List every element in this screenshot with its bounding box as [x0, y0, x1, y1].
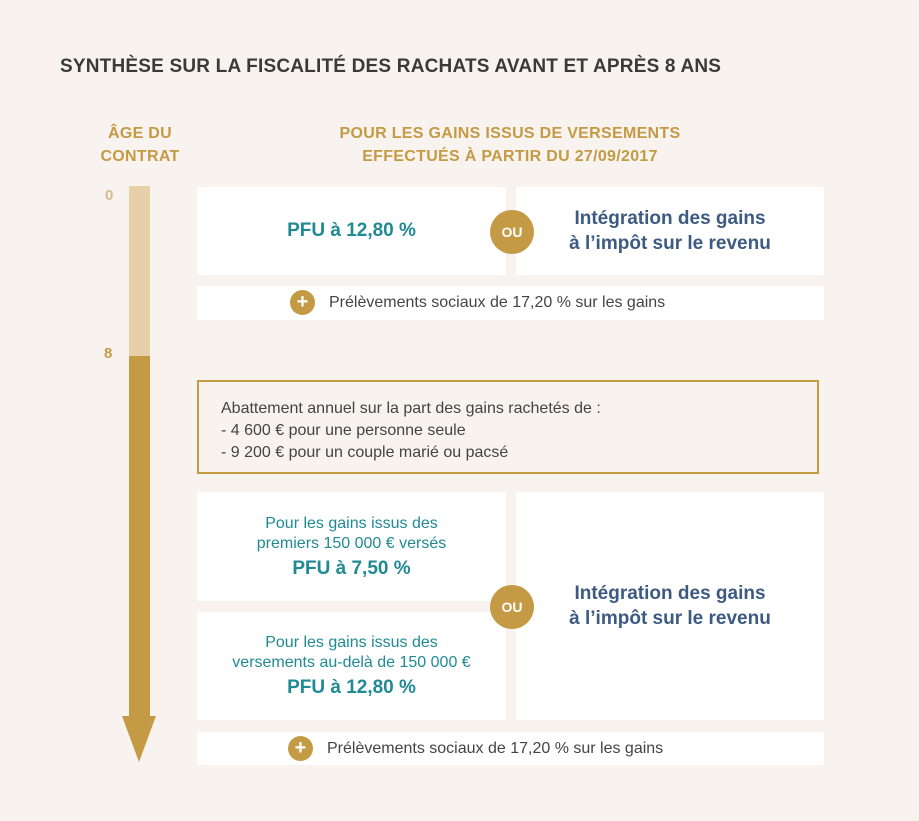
gains-column-header	[290, 122, 730, 168]
first-150k-line-1: Pour les gains issus des	[265, 514, 438, 532]
ou-badge-before8: OU	[490, 210, 534, 254]
timeline-arrow-icon	[122, 716, 156, 762]
integration-before8-box	[516, 187, 824, 275]
integration-before8-line-2: à l’impôt sur le revenu	[569, 233, 771, 254]
prelevements-after8-content	[288, 736, 663, 761]
prelevements-after8-row	[197, 732, 824, 765]
pfu-before8-label: PFU à 12,80 %	[287, 220, 416, 241]
abattement-line-2: - 4 600 € pour une personne seule	[221, 422, 466, 439]
abattement-box	[197, 380, 819, 474]
pfu-first-150k-label: PFU à 7,50 %	[292, 557, 411, 579]
timeline-before-8	[129, 186, 150, 356]
abattement-line-3: - 9 200 € pour un couple marié ou pacsé	[221, 444, 509, 461]
prelevements-before8-text: Prélèvements sociaux de 17,20 % sur les gains	[329, 293, 666, 311]
abattement-line-1: Abattement annuel sur la part des gains rachetés de :	[221, 400, 601, 417]
beyond-150k-line-2: versements au-delà de 150 000 €	[232, 654, 471, 671]
pfu-beyond-150k-label: PFU à 12,80 %	[287, 677, 416, 698]
age-marker-0: 0	[105, 187, 114, 204]
prelevements-after8-text: Prélèvements sociaux de 17,20 % sur les gains	[327, 739, 664, 757]
integration-after8-line-2: à l’impôt sur le revenu	[569, 608, 771, 629]
ou-badge-after8: OU	[490, 585, 534, 629]
plus-icon: +	[288, 736, 313, 761]
prelevements-before8-content	[290, 290, 665, 315]
gains-header-line-1: POUR LES GAINS ISSUS DE VERSEMENTS	[339, 125, 681, 142]
age-header-line-1: ÂGE DU	[107, 125, 173, 142]
pfu-first-150k-box	[197, 492, 506, 601]
pfu-before8-box	[197, 187, 506, 275]
beyond-150k-line-1: Pour les gains issus des	[265, 634, 438, 651]
integration-before8-line-1: Intégration des gains	[574, 208, 766, 229]
first-150k-line-2: premiers 150 000 € versés	[256, 534, 447, 552]
page-title: SYNTHÈSE SUR LA FISCALITÉ DES RACHATS AVANT ET APRÈS 8 ANS	[60, 56, 722, 77]
age-column-header	[84, 122, 196, 168]
integration-after8-box	[516, 492, 824, 720]
plus-icon: +	[290, 290, 315, 315]
timeline-after-8	[129, 356, 150, 718]
age-marker-8: 8	[104, 345, 113, 362]
pfu-beyond-150k-box	[197, 612, 506, 720]
age-header-line-2: CONTRAT	[100, 148, 180, 165]
integration-after8-line-1: Intégration des gains	[574, 583, 766, 604]
prelevements-before8-row	[197, 286, 824, 320]
gains-header-line-2: EFFECTUÉS À PARTIR DU 27/09/2017	[362, 148, 658, 165]
